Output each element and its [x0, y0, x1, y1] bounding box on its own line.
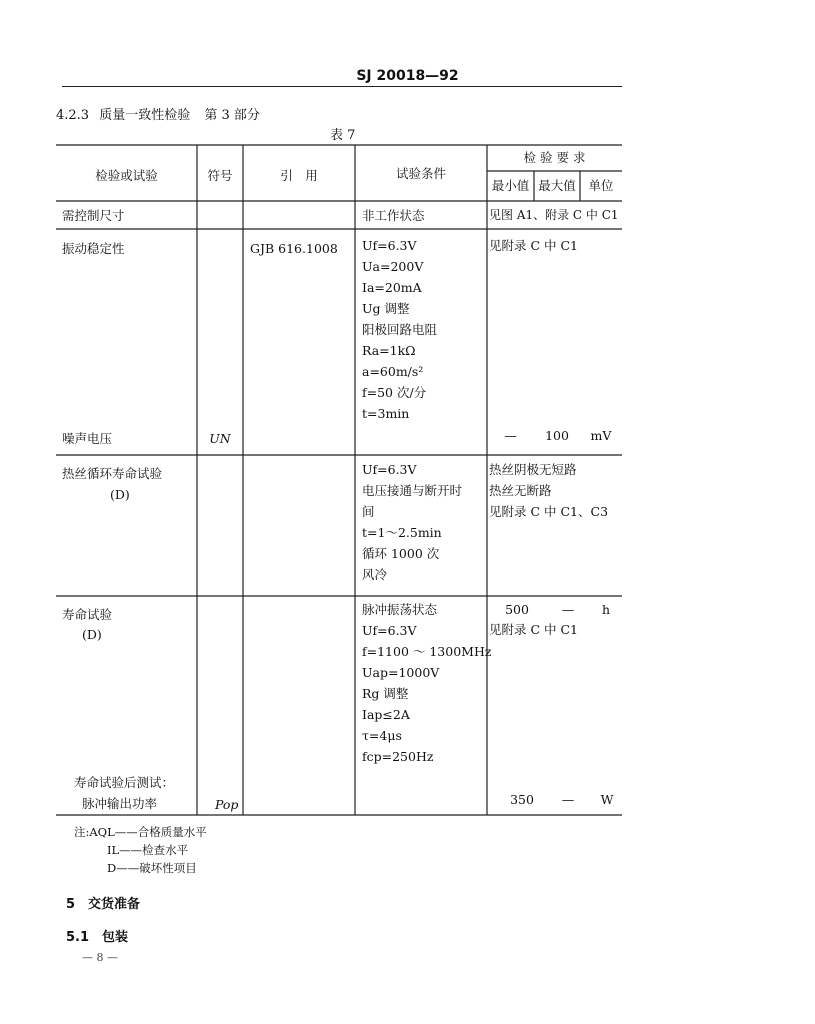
condition-list [362, 235, 437, 424]
condition-item: Uap=1000V [362, 665, 440, 680]
note-item: D——破坏性项目 [107, 861, 197, 875]
document-code: SJ 20018—92 [356, 68, 459, 84]
condition-item: Ra=1kΩ [362, 343, 416, 358]
table-row-test-note: (D) [82, 627, 102, 642]
table-row-test: 寿命试验后测试： [74, 775, 175, 790]
condition-item: Ug 调整 [362, 301, 410, 316]
table-row-requirement: 见附录 C 中 C1 [489, 622, 579, 637]
col-header-test: 检验或试验 [95, 168, 158, 183]
condition-item: Ua=200V [362, 259, 424, 274]
col-header-max: 最大值 [538, 178, 576, 193]
table-row-reference: GJB 616.1008 [250, 241, 338, 256]
table-row-condition: 非工作状态 [362, 208, 425, 223]
table-row-unit: mV [590, 428, 612, 443]
condition-item: f=50 次/分 [362, 385, 427, 400]
condition-item: 间 [362, 504, 375, 519]
condition-item: t=1～2.5min [362, 525, 442, 540]
table-row-requirement: 见附录 C 中 C1 [489, 238, 579, 253]
table-row-symbol: UN [209, 431, 231, 446]
condition-item: f=1100 ～ 1300MHz [362, 644, 492, 659]
condition-item: 脉冲振荡状态 [362, 602, 438, 617]
section-title: 质量一致性检验 [99, 108, 191, 123]
section-number: 4.2.3 [56, 108, 90, 123]
condition-list [362, 459, 462, 585]
section-5-1-heading: 5.1 包装 [66, 930, 129, 945]
table-caption: 表 7 [330, 128, 356, 143]
table-row-max: — [561, 602, 575, 617]
table-row-test: 噪声电压 [62, 431, 113, 446]
condition-item: Rg 调整 [362, 686, 409, 701]
table-row-max: — [561, 792, 575, 807]
condition-item: 风冷 [362, 567, 388, 582]
requirement-list [489, 459, 608, 522]
page-number-fragment: — 8 — [82, 951, 118, 964]
table-row-test: 寿命试验 [62, 607, 113, 622]
table-notes [74, 823, 207, 877]
requirement-item: 热丝无断路 [489, 483, 552, 498]
table-row-test-note: (D) [110, 487, 130, 502]
condition-item: Ia=20mA [362, 280, 422, 295]
table-row-symbol: Pop [215, 797, 239, 812]
col-header-symbol: 符号 [207, 168, 233, 183]
requirement-item: 热丝阴极无短路 [489, 462, 577, 477]
condition-item: t=3min [362, 406, 410, 421]
section-part: 第 3 部分 [204, 108, 260, 123]
condition-list [362, 599, 491, 767]
note-item: 注:AQL——合格质量水平 [74, 825, 207, 839]
table-row-max: 100 [545, 428, 569, 443]
condition-item: 循环 1000 次 [362, 546, 440, 561]
requirement-item: 见附录 C 中 C1、C3 [489, 504, 609, 519]
table-row-min: — [504, 428, 517, 443]
condition-item: 阳极回路电阻 [362, 322, 438, 337]
table-row-requirement: 见图 A1、附录 C 中 C1 [489, 208, 619, 222]
col-header-reference: 引 用 [280, 168, 318, 183]
table-row-min: 500 [505, 602, 529, 617]
section-5-heading: 5 交货准备 [66, 897, 141, 912]
table-row-test: 振动稳定性 [62, 241, 125, 256]
condition-item: Uf=6.3V [362, 238, 417, 253]
condition-item: Iap≤2A [362, 707, 410, 722]
table-row-min: 350 [510, 792, 534, 807]
condition-item: Uf=6.3V [362, 623, 417, 638]
table-row-unit: h [601, 602, 611, 617]
table-row-test: 需控制尺寸 [62, 208, 125, 223]
condition-item: τ=4μs [362, 728, 402, 743]
condition-item: a=60m/s² [362, 364, 424, 379]
table-row-unit: W [600, 792, 614, 807]
table-row-test: 热丝循环寿命试验 [62, 466, 163, 481]
col-header-unit: 单位 [588, 178, 614, 193]
note-item: IL——检查水平 [107, 843, 189, 857]
col-header-min: 最小值 [491, 178, 530, 193]
col-header-conditions: 试验条件 [395, 166, 446, 181]
condition-item: Uf=6.3V [362, 462, 417, 477]
table-row-test-note: 脉冲输出功率 [82, 796, 158, 811]
condition-item: fcp=250Hz [362, 749, 434, 764]
col-header-requirements: 检 验 要 求 [523, 150, 586, 165]
condition-item: 电压接通与断开时 [362, 483, 463, 498]
